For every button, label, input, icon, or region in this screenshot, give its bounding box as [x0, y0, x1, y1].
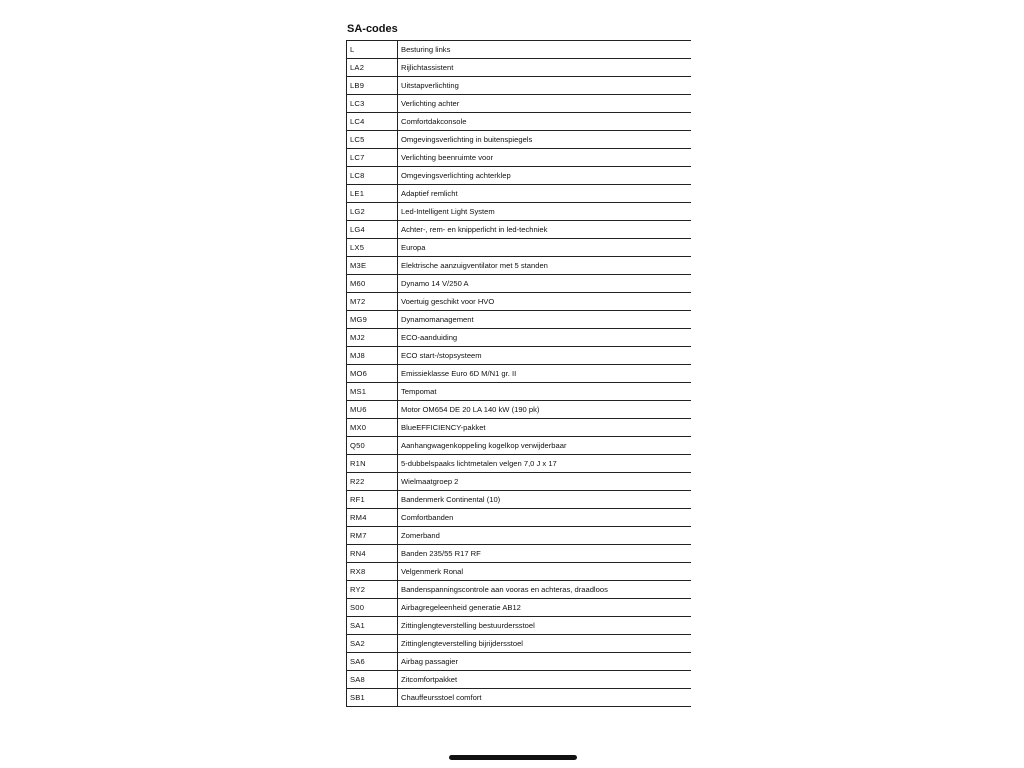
- table-row: [347, 401, 691, 419]
- sa-code-cell: LE1: [347, 185, 398, 203]
- table-row: [347, 149, 691, 167]
- sa-description-cell: ECO-aanduiding: [398, 329, 691, 347]
- sa-description-cell: Tempomat: [398, 383, 691, 401]
- table-row: [347, 545, 691, 563]
- table-row: [347, 365, 691, 383]
- table-row: [347, 275, 691, 293]
- sa-code-cell: RY2: [347, 581, 398, 599]
- sa-description-cell: Adaptief remlicht: [398, 185, 691, 203]
- sa-code-cell: Q50: [347, 437, 398, 455]
- table-row: [347, 419, 691, 437]
- sa-description-cell: Zittinglengteverstelling bijrijdersstoel: [398, 635, 691, 653]
- sa-codes-table: [346, 40, 691, 707]
- sa-code-cell: LC3: [347, 95, 398, 113]
- sa-description-cell: 5-dubbelspaaks lichtmetalen velgen 7,0 J x 17: [398, 455, 691, 473]
- sa-code-cell: RF1: [347, 491, 398, 509]
- sa-description-cell: Zomerband: [398, 527, 691, 545]
- table-row: [347, 293, 691, 311]
- table-row: [347, 329, 691, 347]
- sa-code-cell: LG2: [347, 203, 398, 221]
- sa-description-cell: Verlichting beenruimte voor: [398, 149, 691, 167]
- sa-code-cell: MU6: [347, 401, 398, 419]
- sa-description-cell: Airbagregeleenheid generatie AB12: [398, 599, 691, 617]
- sa-description-cell: ECO start-/stopsysteem: [398, 347, 691, 365]
- sa-description-cell: Rijlichtassistent: [398, 59, 691, 77]
- table-row: [347, 455, 691, 473]
- table-row: [347, 185, 691, 203]
- table-row: [347, 131, 691, 149]
- sa-code-cell: RN4: [347, 545, 398, 563]
- table-row: [347, 437, 691, 455]
- sa-description-cell: Omgevingsverlichting achterklep: [398, 167, 691, 185]
- sa-code-cell: SA6: [347, 653, 398, 671]
- table-row: [347, 563, 691, 581]
- sa-code-cell: LA2: [347, 59, 398, 77]
- sa-description-cell: Aanhangwagenkoppeling kogelkop verwijderbaar: [398, 437, 691, 455]
- sa-description-cell: Comfortbanden: [398, 509, 691, 527]
- sa-code-cell: MG9: [347, 311, 398, 329]
- table-row: [347, 599, 691, 617]
- sa-code-cell: LC4: [347, 113, 398, 131]
- table-row: [347, 617, 691, 635]
- table-row: [347, 689, 691, 707]
- sa-description-cell: Omgevingsverlichting in buitenspiegels: [398, 131, 691, 149]
- table-row: [347, 239, 691, 257]
- sa-description-cell: Comfortdakconsole: [398, 113, 691, 131]
- sa-code-cell: LC8: [347, 167, 398, 185]
- sa-code-cell: M3E: [347, 257, 398, 275]
- sa-description-cell: Wielmaatgroep 2: [398, 473, 691, 491]
- sa-code-cell: LX5: [347, 239, 398, 257]
- sa-description-cell: Zittinglengteverstelling bestuurdersstoel: [398, 617, 691, 635]
- sa-code-cell: LC5: [347, 131, 398, 149]
- sa-code-cell: SA2: [347, 635, 398, 653]
- table-row: [347, 653, 691, 671]
- table-row: [347, 257, 691, 275]
- sa-description-cell: Achter-, rem- en knipperlicht in led-techniek: [398, 221, 691, 239]
- sa-code-cell: SA1: [347, 617, 398, 635]
- home-indicator[interactable]: [449, 755, 577, 760]
- sa-description-cell: Dynamomanagement: [398, 311, 691, 329]
- table-row: [347, 203, 691, 221]
- table-row: [347, 635, 691, 653]
- sa-code-cell: MO6: [347, 365, 398, 383]
- table-row: [347, 527, 691, 545]
- table-row: [347, 113, 691, 131]
- sa-code-cell: MX0: [347, 419, 398, 437]
- sa-description-cell: Zitcomfortpakket: [398, 671, 691, 689]
- document-page: [346, 22, 691, 707]
- table-row: [347, 95, 691, 113]
- table-row: [347, 491, 691, 509]
- sa-description-cell: Besturing links: [398, 41, 691, 59]
- sa-description-cell: Bandenmerk Continental (10): [398, 491, 691, 509]
- table-row: [347, 41, 691, 59]
- sa-code-cell: L: [347, 41, 398, 59]
- sa-code-cell: MS1: [347, 383, 398, 401]
- sa-description-cell: Uitstapverlichting: [398, 77, 691, 95]
- table-row: [347, 347, 691, 365]
- sa-description-cell: Motor OM654 DE 20 LA 140 kW (190 pk): [398, 401, 691, 419]
- table-row: [347, 581, 691, 599]
- sa-description-cell: BlueEFFICIENCY-pakket: [398, 419, 691, 437]
- sa-description-cell: Emissieklasse Euro 6D M/N1 gr. II: [398, 365, 691, 383]
- table-row: [347, 77, 691, 95]
- sa-code-cell: MJ8: [347, 347, 398, 365]
- table-row: [347, 311, 691, 329]
- sa-description-cell: Elektrische aanzuigventilator met 5 standen: [398, 257, 691, 275]
- sa-description-cell: Verlichting achter: [398, 95, 691, 113]
- sa-codes-table-body: [347, 41, 691, 707]
- sa-code-cell: LC7: [347, 149, 398, 167]
- sa-description-cell: Led-Intelligent Light System: [398, 203, 691, 221]
- sa-code-cell: SA8: [347, 671, 398, 689]
- sa-description-cell: Chauffeursstoel comfort: [398, 689, 691, 707]
- sa-description-cell: Europa: [398, 239, 691, 257]
- sa-code-cell: RM7: [347, 527, 398, 545]
- sa-code-cell: S00: [347, 599, 398, 617]
- table-row: [347, 383, 691, 401]
- sa-code-cell: M60: [347, 275, 398, 293]
- table-row: [347, 167, 691, 185]
- sa-description-cell: Bandenspanningscontrole aan vooras en achteras, draadloos: [398, 581, 691, 599]
- sa-code-cell: R1N: [347, 455, 398, 473]
- page-title: SA-codes: [347, 23, 398, 35]
- sa-code-cell: RM4: [347, 509, 398, 527]
- sa-code-cell: R22: [347, 473, 398, 491]
- table-row: [347, 509, 691, 527]
- table-row: [347, 473, 691, 491]
- sa-description-cell: Dynamo 14 V/250 A: [398, 275, 691, 293]
- sa-code-cell: LB9: [347, 77, 398, 95]
- sa-code-cell: MJ2: [347, 329, 398, 347]
- sa-description-cell: Banden 235/55 R17 RF: [398, 545, 691, 563]
- sa-code-cell: M72: [347, 293, 398, 311]
- table-row: [347, 221, 691, 239]
- sa-code-cell: SB1: [347, 689, 398, 707]
- sa-description-cell: Velgenmerk Ronal: [398, 563, 691, 581]
- table-row: [347, 671, 691, 689]
- sa-description-cell: Airbag passagier: [398, 653, 691, 671]
- sa-code-cell: LG4: [347, 221, 398, 239]
- sa-code-cell: RX8: [347, 563, 398, 581]
- table-row: [347, 59, 691, 77]
- sa-description-cell: Voertuig geschikt voor HVO: [398, 293, 691, 311]
